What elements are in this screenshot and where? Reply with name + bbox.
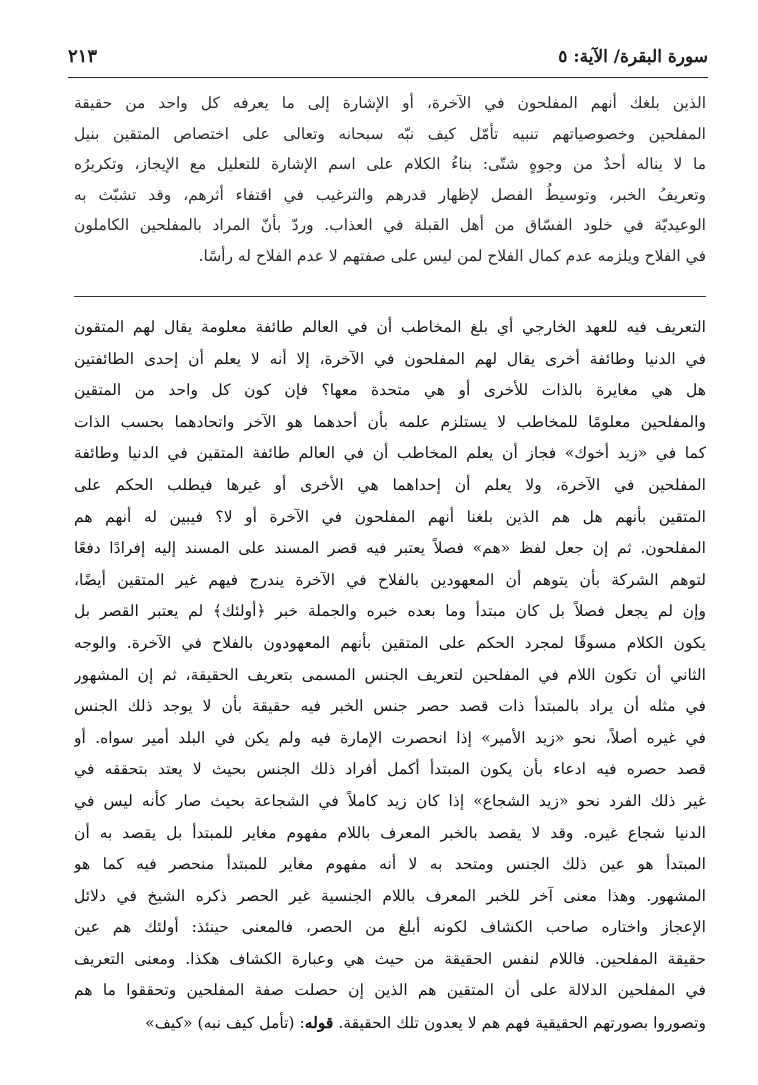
surah-verse-title: سورة البقرة/ الآية: ٥: [558, 47, 708, 67]
main-text: [74, 88, 706, 271]
commentary-keyword: قوله: [304, 1013, 334, 1033]
commentary-line: يكون الكلام مسوقًا لمجرد الحكم على المتقين بأنهم المعهودون بالفلاح في الآخرة. والوجه: [74, 633, 706, 652]
commentary-line: وإن لم يجعل فصلاً بل كان مبتدأ وما بعده خبره والجملة خبر ﴿أولئك﴾ لم يعتبر القصر بل: [74, 602, 706, 621]
commentary-text: [74, 312, 706, 1039]
commentary-line: كما في «زيد أخوك» فجاز أن يعلم المخاطب أن في العالم طائفة المتقين في الدنيا وطائفة: [74, 444, 706, 463]
commentary-line: المبتدأ هو عين ذلك الجنس ومتحد به لا أنه مفهوم مغاير للمبتدأ منحصر فيه كما هو: [74, 855, 706, 874]
commentary-line: المشهور. وهذا معنى آخر للخبر المعرف باللام الجنسية غير الحصر ذكره الشيخ في دلائل: [74, 886, 706, 905]
commentary-line: والمفلحين معلومًا للمخاطب لا يستلزم علمه بأن أحدهما هو الآخر واتحادهما بحسب الذات: [74, 412, 706, 431]
commentary-line: غير ذلك الفرد نحو «زيد الشجاع» إذا كان زيد كاملاً في الشجاعة بحيث صار كأنه ليس في: [74, 791, 706, 810]
header-rule: [68, 77, 708, 78]
commentary-line: لتوهم الشركة بأن يتوهم أن المعهودين بالفلاح في الآخرة يندرج فيهم غير المتقين أيضًا،: [74, 570, 706, 589]
page-number: ٢١٣: [68, 46, 98, 67]
commentary-line: المفلحون. ثم إن جعل لفظ «هم» فصلاً يعتبر فيه قصر المسند على المسند إليه إفرادًا دفعًا: [74, 539, 706, 558]
commentary-line: حقيقة المفلحين. فاللام لنفس الحقيقة من حيث هي وعبارة الكشاف هكذا. ومعنى التعريف: [74, 949, 706, 968]
commentary-line: في غيره أصلاً، نحو «زيد الأمير» إذا انحصرت الإمارة فيه ولم يكن في البلد أمير سواه. أو: [74, 728, 706, 747]
commentary-line-text: وتصوروا بصورتهم الحقيقية فهم هم لا يعدون تلك الحقيقة.: [338, 1014, 706, 1033]
main-text-line: في الفلاح ويلزمه عدم كمال الفلاح لمن ليس على صفتهم لا عدم الفلاح له رأسًا.: [198, 246, 706, 265]
commentary-line: قصد حصره فيه ادعاء بأن يكون المبتدأ أكمل أفراد ذلك الجنس بحيث لا يعتد بتحققه في: [74, 760, 706, 779]
main-text-line: الوعيديّة في خلود الفسّاق من أهل القبلة في العذاب. وردّ بأنّ المراد بالمفلحين الكاملون: [74, 216, 706, 234]
main-text-line: المفلحين وخصوصياتهم تنبيه تأمّل كيف نبّه سبحانه وتعالى على اختصاص المتقين بنيل: [74, 124, 706, 143]
commentary-line: المتقين بأنهم هل هم الذين بلغنا أنهم المفلحون في الآخرة أو لا؟ فيبين له أنهم هم: [74, 507, 706, 526]
commentary-tail-text: : (تأمل كيف نبه) «كيف»: [145, 1014, 305, 1033]
main-text-line: ما لا يناله أحدٌ من وجوهٍ شتّى: بناءُ الكلام على اسم الإشارة للتعليل مع الإيجاز، وتكريرُه: [74, 155, 706, 173]
commentary-line: في مثله أن يراد بالمبتدأ ذات قصد حصر جنس الخبر فيه حقيقة بأن لا يوجد ذلك الجنس: [74, 697, 706, 716]
separator-rule: [74, 296, 706, 297]
main-text-line: الذين بلغك أنهم المفلحون في الآخرة، أو الإشارة إلى ما يعرفه كل واحد من حقيقة: [74, 94, 706, 112]
main-text-line: وتعريفُ الخبر، وتوسيطُ الفصل لإظهار قدرهم والترغيب في اقتفاء أثرهم، وقد تشبّث به: [74, 185, 706, 204]
commentary-line: الثاني أن تكون اللام في المفلحين لتعريف الجنس المسمى بتعريف الحقيقة، ثم إن المشهور: [74, 665, 706, 684]
commentary-line: في المفلحين الدلالة على أن المتقين هم الذين إن حصلت صفة المفلحين وتحققوا ما هم: [74, 981, 706, 1000]
running-header: [68, 44, 708, 74]
commentary-line: الإعجاز واختاره صاحب الكشاف لكونه أبلغ من الحصر، فالمعنى حينئذ: أولئك هم عين: [74, 918, 706, 937]
commentary-line: في الدنيا وطائفة أخرى يقال لهم المفلحون في الآخرة، إلا أنه لا يعلم أن إحدى الطائفتين: [74, 349, 706, 368]
commentary-line-final: [74, 1007, 706, 1039]
commentary-line: هل هي مغايرة بالذات للأخرى أو هي متحدة معها؟ فإن كون كل واحد من المتقين: [74, 381, 706, 400]
commentary-line: التعريف فيه للعهد الخارجي أي بلغ المخاطب أن في العالم طائفة معلومة يقال لهم المتقون: [74, 318, 706, 336]
commentary-line: الدنيا شجاع غيره. وقد لا يقصد بالخبر المعرف باللام مفهوم مغاير للمبتدأ بل يقصد به أن: [74, 823, 706, 842]
commentary-line: المفلحين في الآخرة، ولا يعلم أن إحداهما هي الأخرى أو غيرها فيطلب الحكم على: [74, 475, 706, 494]
